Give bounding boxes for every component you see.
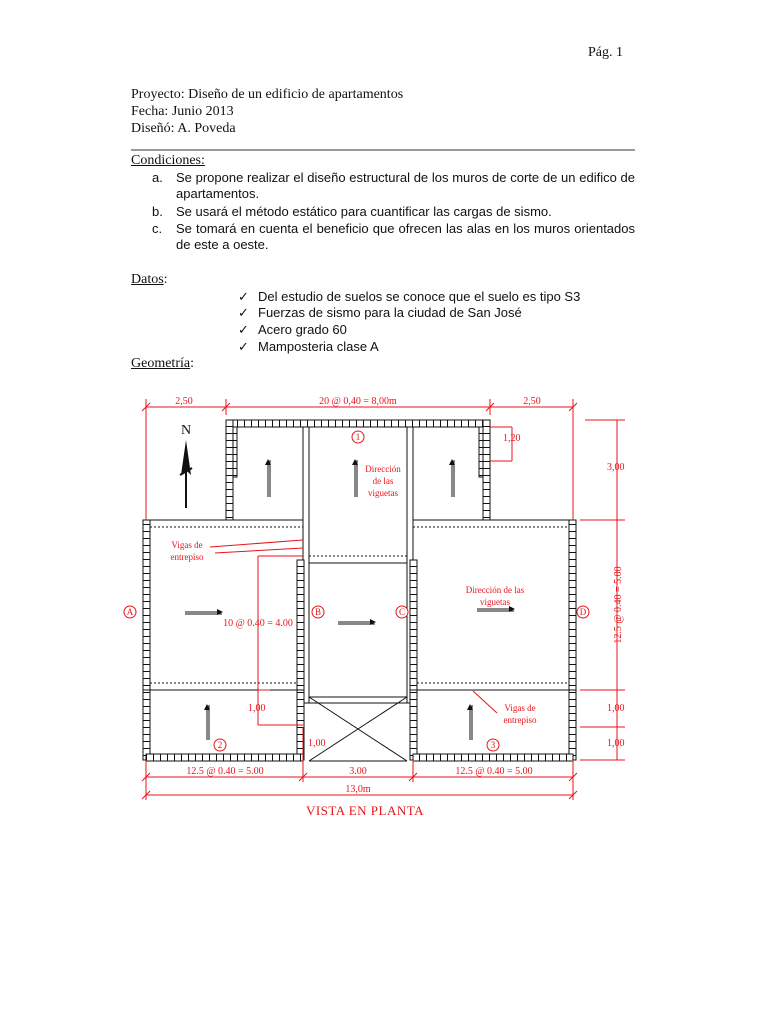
datos-item-text: Del estudio de suelos se conoce que el suelo es tipo S3 <box>258 289 581 304</box>
conditions-heading: Condiciones: <box>131 153 205 168</box>
dim-bottom-mid: 3.00 <box>349 766 367 777</box>
dim-right-mid: 12.5 @ 0.40 = 5.00 <box>613 566 624 644</box>
room-top-right <box>413 427 483 520</box>
dim-bottom-total: 13,0m <box>345 784 371 795</box>
page-number: Pág. 1 <box>588 45 623 60</box>
condition-text: Se propone realizar el diseño estructural de los muros de corte de un edifico de apartamentos. <box>176 170 635 201</box>
room-center <box>309 563 407 703</box>
datos-item-text: Fuerzas de sismo para la ciudad de San José <box>258 305 522 320</box>
dim-right-low2: 1,00 <box>607 738 625 749</box>
masonry-wall-c <box>410 560 417 690</box>
masonry-wall-a <box>143 520 150 690</box>
check-icon: ✓ <box>238 339 249 354</box>
masonry-wall-b <box>297 560 304 690</box>
dim-bottom-right: 12.5 @ 0.40 = 5.00 <box>455 766 533 777</box>
dim-small-b: 1,00 <box>308 738 326 749</box>
designer-line: Diseñó: A. Poveda <box>131 121 236 136</box>
date-line: Fecha: Junio 2013 <box>131 104 234 119</box>
note-dir-right-2: viguetas <box>480 597 510 607</box>
dim-right-small: 1,20 <box>503 433 521 444</box>
axis-c-label: C <box>398 607 406 617</box>
note-vigas-left-2: entrepiso <box>170 552 204 562</box>
joist-arrows <box>185 460 514 740</box>
geometry-heading: Geometría <box>131 356 191 371</box>
masonry-wall-tl-left <box>226 420 233 520</box>
datos-colon: : <box>163 272 168 287</box>
condition-marker: c. <box>152 221 163 236</box>
dim-small-a: 1,00 <box>248 703 266 714</box>
axis-2-label: 2 <box>217 740 223 750</box>
plan-caption: VISTA EN PLANTA <box>305 803 425 818</box>
geometry-colon: : <box>190 356 194 371</box>
check-icon: ✓ <box>238 289 249 304</box>
note-vigas-right-2: entrepiso <box>503 715 537 725</box>
note-dir-right-1: Dirección de las <box>465 585 525 595</box>
north-label: N <box>181 423 192 438</box>
note-vigas-left-1: Vigas de <box>171 540 203 550</box>
condition-text: Se usará el método estático para cuantificar las cargas de sismo. <box>176 204 552 219</box>
dim-top-right: 2,50 <box>523 396 541 407</box>
condition-marker: a. <box>152 170 163 185</box>
masonry-wall-bottom-left <box>146 754 303 761</box>
note-vigas-right-1: Vigas de <box>504 703 536 713</box>
condition-text: Se tomará en cuenta el beneficio que ofrecen las alas en los muros orientados de este a oeste. <box>176 221 635 252</box>
masonry-wall-d <box>569 520 576 690</box>
north-arrow <box>180 440 192 508</box>
dim-mid-left: 10 @ 0.40 = 4.00 <box>223 618 293 629</box>
note-dir-top-2: de las <box>372 476 394 486</box>
dimension-lines <box>142 399 625 800</box>
note-dir-top-3: viguetas <box>368 488 398 498</box>
dim-top-left: 2,50 <box>175 396 193 407</box>
masonry-wall-tr-right <box>483 420 490 520</box>
masonry-wall-top <box>226 420 490 427</box>
datos-item-text: Mamposteria clase A <box>258 339 379 354</box>
datos-item-text: Acero grado 60 <box>258 322 347 337</box>
dim-bottom-left: 12.5 @ 0.40 = 5.00 <box>186 766 264 777</box>
dim-right-upper: 3,00 <box>607 462 625 473</box>
masonry-wall-bottom-right <box>413 754 573 761</box>
axis-3-label: 3 <box>490 740 496 750</box>
axis-b-label: B <box>314 607 322 617</box>
axis-a-label: A <box>126 607 134 617</box>
axis-1-label: 1 <box>355 432 361 442</box>
datos-heading: Datos <box>131 272 164 287</box>
note-dir-top-1: Dirección <box>365 464 401 474</box>
project-line: Proyecto: Diseño de un edificio de apartamentos <box>131 87 404 102</box>
dim-right-low1: 1,00 <box>607 703 625 714</box>
check-icon: ✓ <box>238 322 249 337</box>
check-icon: ✓ <box>238 305 249 320</box>
dim-top-mid: 20 @ 0,40 = 8,00m <box>319 396 397 407</box>
condition-marker: b. <box>152 204 163 219</box>
axis-d-label: D <box>579 607 587 617</box>
